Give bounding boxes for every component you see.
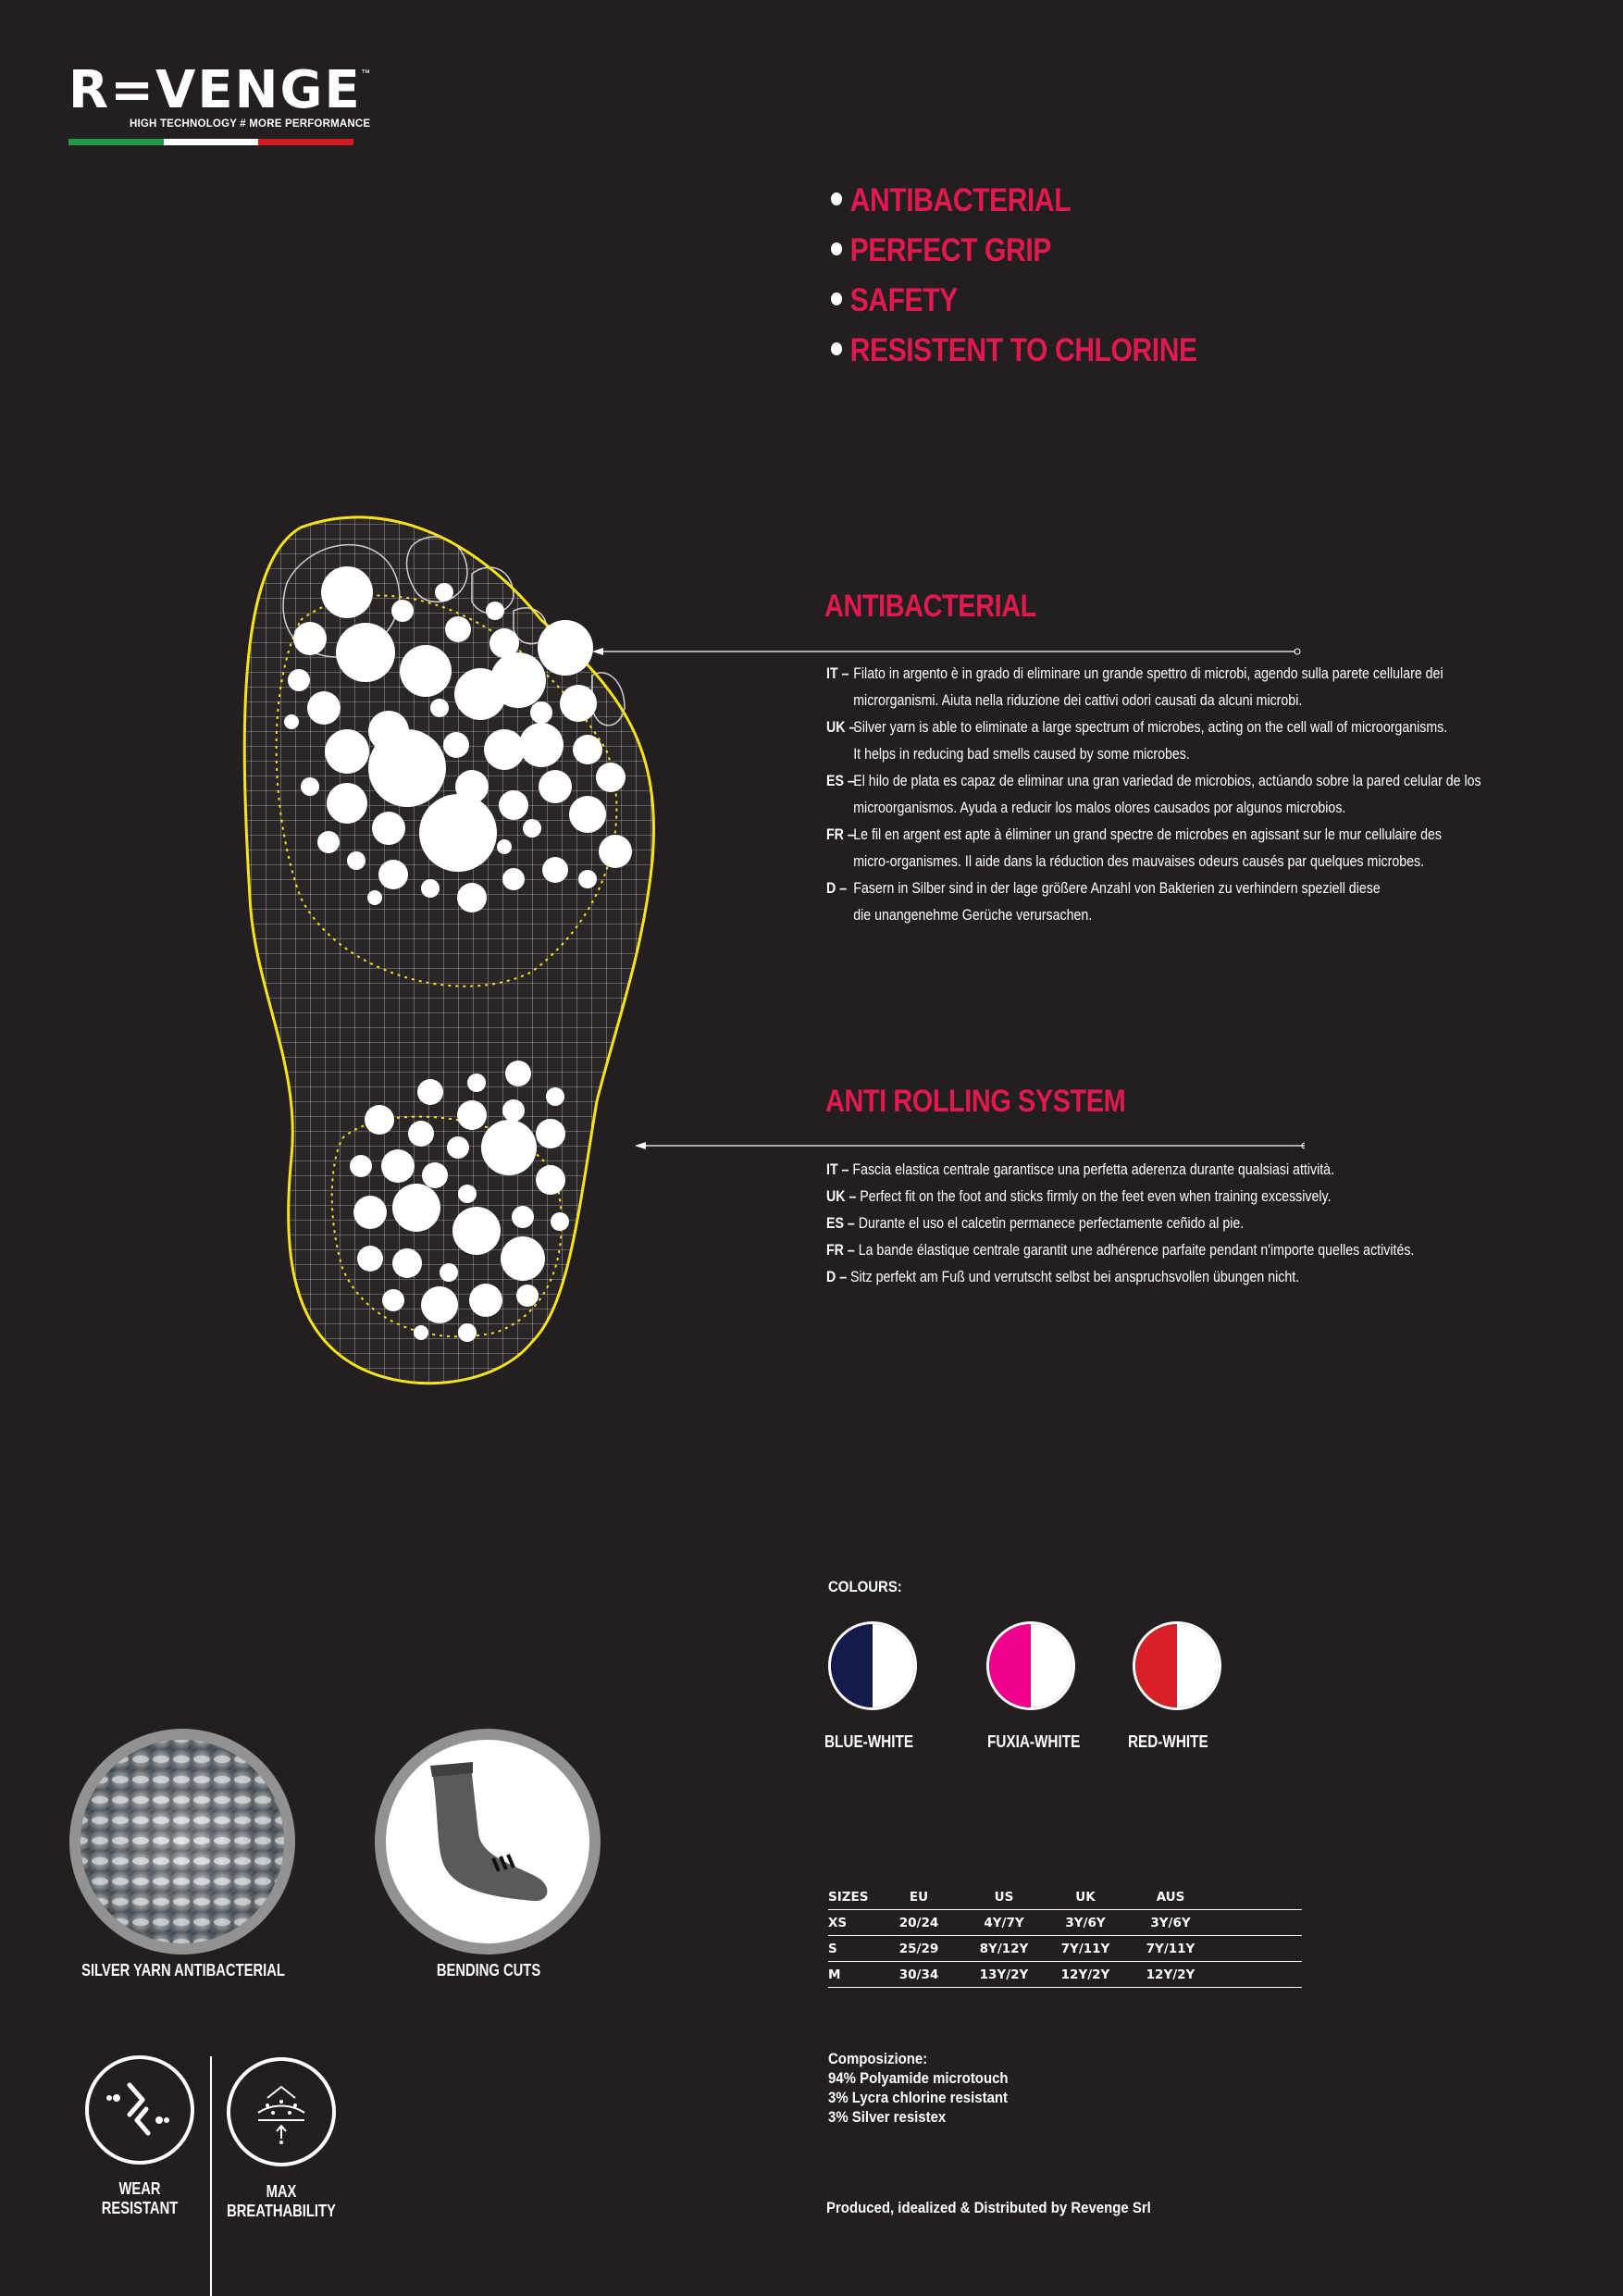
anti-rolling-title: ANTI ROLLING SYSTEM xyxy=(825,1084,1126,1119)
bullet-icon xyxy=(831,292,842,305)
wear-arrows-icon xyxy=(89,2059,191,2161)
swatch-label: RED-WHITE xyxy=(1128,1732,1208,1751)
swatch-fuxia-white xyxy=(986,1621,1075,1710)
swatch-label: FUXIA-WHITE xyxy=(987,1732,1081,1751)
lang-row: UK – Perfect fit on the foot and sticks firmly on the feet even when training excessively. xyxy=(826,1188,1332,1205)
composition-title: Composizione: xyxy=(828,2050,928,2067)
max-breathability-icon xyxy=(227,2057,336,2166)
bending-cuts-badge xyxy=(375,1729,601,1955)
table-cell: 12Y/2Y xyxy=(1126,1962,1215,1988)
composition-block xyxy=(828,2049,1009,2127)
table-cell: 13Y/2Y xyxy=(963,1962,1045,1988)
table-row xyxy=(828,1910,1302,1936)
table-row xyxy=(828,1962,1302,1988)
table-cell: 30/34 xyxy=(874,1962,963,1988)
table-cell: 7Y/11Y xyxy=(1126,1936,1215,1962)
antibacterial-text xyxy=(826,661,1503,929)
table-cell: 20/24 xyxy=(874,1910,963,1936)
max-breathability-label: MAX BREATHABILITY xyxy=(227,2182,336,2220)
table-cell: XS xyxy=(828,1910,874,1936)
wear-resistant-icon xyxy=(85,2055,194,2165)
lang-row-cont: die unangenehme Gerüche verursachen. xyxy=(853,907,1093,924)
colours-label: COLOURS: xyxy=(828,1578,902,1595)
table-cell: 25/29 xyxy=(874,1936,963,1962)
size-table xyxy=(828,1884,1302,1988)
table-cell xyxy=(1215,1962,1302,1988)
lang-row: IT – Filato in argento è in grado di eliminare un grande spettro di microbi, agendo sulla parete cellulare dei xyxy=(826,665,1443,682)
feature-item: ANTIBACTERIAL xyxy=(831,176,1197,226)
sock-icon xyxy=(375,1729,601,1955)
brand-name: R=VENGE xyxy=(68,60,362,120)
feature-list xyxy=(831,176,1257,376)
table-cell xyxy=(1215,1936,1302,1962)
italian-flag-stripe xyxy=(68,139,353,145)
wear-resistant-label: WEAR RESISTANT xyxy=(101,2179,179,2217)
table-cell: 12Y/2Y xyxy=(1045,1962,1126,1988)
silver-yarn-badge xyxy=(69,1729,295,1955)
lang-row: FR – La bande élastique centrale garantit une adhérence parfaite pendant n'importe quelles activités. xyxy=(826,1242,1415,1259)
antibacterial-title: ANTIBACTERIAL xyxy=(824,589,1036,624)
lang-row: D – Sitz perfekt am Fuß und verrutscht selbst bei anspruchsvollen übungen nicht. xyxy=(826,1269,1300,1285)
lang-row: UK – Silver yarn is able to eliminate a large spectrum of microbes, acting on the cell wall of microorganisms. xyxy=(826,719,1448,736)
table-cell xyxy=(1215,1910,1302,1936)
anti-rolling-text xyxy=(826,1157,1463,1291)
col-header: SIZES xyxy=(828,1889,869,1905)
lang-row: IT – Fascia elastica centrale garantisce una perfetta aderenza durante qualsiasi attività. xyxy=(826,1161,1335,1178)
bullet-icon xyxy=(831,242,842,255)
col-header: EU xyxy=(909,1889,929,1905)
col-header: AUS xyxy=(1156,1889,1185,1905)
table-cell: 8Y/12Y xyxy=(963,1936,1045,1962)
composition-line: 94% Polyamide microtouch xyxy=(828,2069,1009,2087)
lang-row: ES – El hilo de plata es capaz de eliminar una gran variedad de microbios, actúando sobre la pared celular de los xyxy=(826,773,1481,789)
table-cell: 7Y/11Y xyxy=(1045,1936,1126,1962)
brand-tagline: HIGH TECHNOLOGY # MORE PERFORMANCE xyxy=(130,118,371,130)
swatch-label: BLUE-WHITE xyxy=(824,1732,914,1751)
swatch-blue-white xyxy=(828,1621,917,1710)
table-cell: M xyxy=(828,1962,874,1988)
bullet-icon xyxy=(831,342,842,355)
lang-row: D – Fasern in Silber sind in der lage größere Anzahl von Bakterien zu verhindern speziell diese xyxy=(826,880,1381,897)
bending-cuts-label: BENDING CUTS xyxy=(436,1961,541,1980)
composition-line: 3% Silver resistex xyxy=(828,2108,947,2126)
lang-row: FR – Le fil en argent est apte à éliminer un grand spectre de microbes en agissant sur le mur cellulaire des xyxy=(826,826,1442,843)
feature-item: SAFETY xyxy=(831,276,1197,326)
trademark-symbol: ™ xyxy=(361,68,370,79)
bullet-icon xyxy=(831,192,842,205)
breathability-icon xyxy=(230,2061,332,2163)
size-table-header xyxy=(828,1884,1302,1910)
table-cell: 3Y/6Y xyxy=(1045,1910,1126,1936)
brand-logo xyxy=(68,60,371,130)
table-cell: 4Y/7Y xyxy=(963,1910,1045,1936)
lang-row: ES – Durante el uso el calcetin permanece perfectamente ceñido al pie. xyxy=(826,1215,1245,1232)
table-cell: S xyxy=(828,1936,874,1962)
swatch-red-white xyxy=(1133,1621,1221,1710)
feature-item: PERFECT GRIP xyxy=(831,226,1197,276)
lang-row-cont: It helps in reducing bad smells caused by some microbes. xyxy=(853,746,1190,763)
col-spacer xyxy=(1215,1884,1302,1910)
icon-divider xyxy=(210,2056,212,2296)
fabric-texture-icon xyxy=(69,1729,295,1955)
feature-item: RESISTENT TO CHLORINE xyxy=(831,326,1197,376)
table-cell: 3Y/6Y xyxy=(1126,1910,1215,1936)
col-header: US xyxy=(994,1889,1014,1905)
produced-by-text: Produced, idealized & Distributed by Revenge Srl xyxy=(826,2199,1151,2216)
col-header: UK xyxy=(1075,1889,1096,1905)
silver-yarn-label: SILVER YARN ANTIBACTERIAL xyxy=(81,1961,285,1980)
table-row xyxy=(828,1936,1302,1962)
lang-row-cont: micro-organismes. Il aide dans la réduction des mauvaises odeurs causés par quelques microbes. xyxy=(853,853,1425,870)
lang-row-cont: microorganismos. Ayuda a reducir los malos olores causados por algunos microbios. xyxy=(853,800,1346,816)
lang-row-cont: microrganismi. Aiuta nella riduzione dei cattivi odori causati da alcuni microbi. xyxy=(853,692,1303,709)
composition-line: 3% Lycra chlorine resistant xyxy=(828,2089,1009,2106)
